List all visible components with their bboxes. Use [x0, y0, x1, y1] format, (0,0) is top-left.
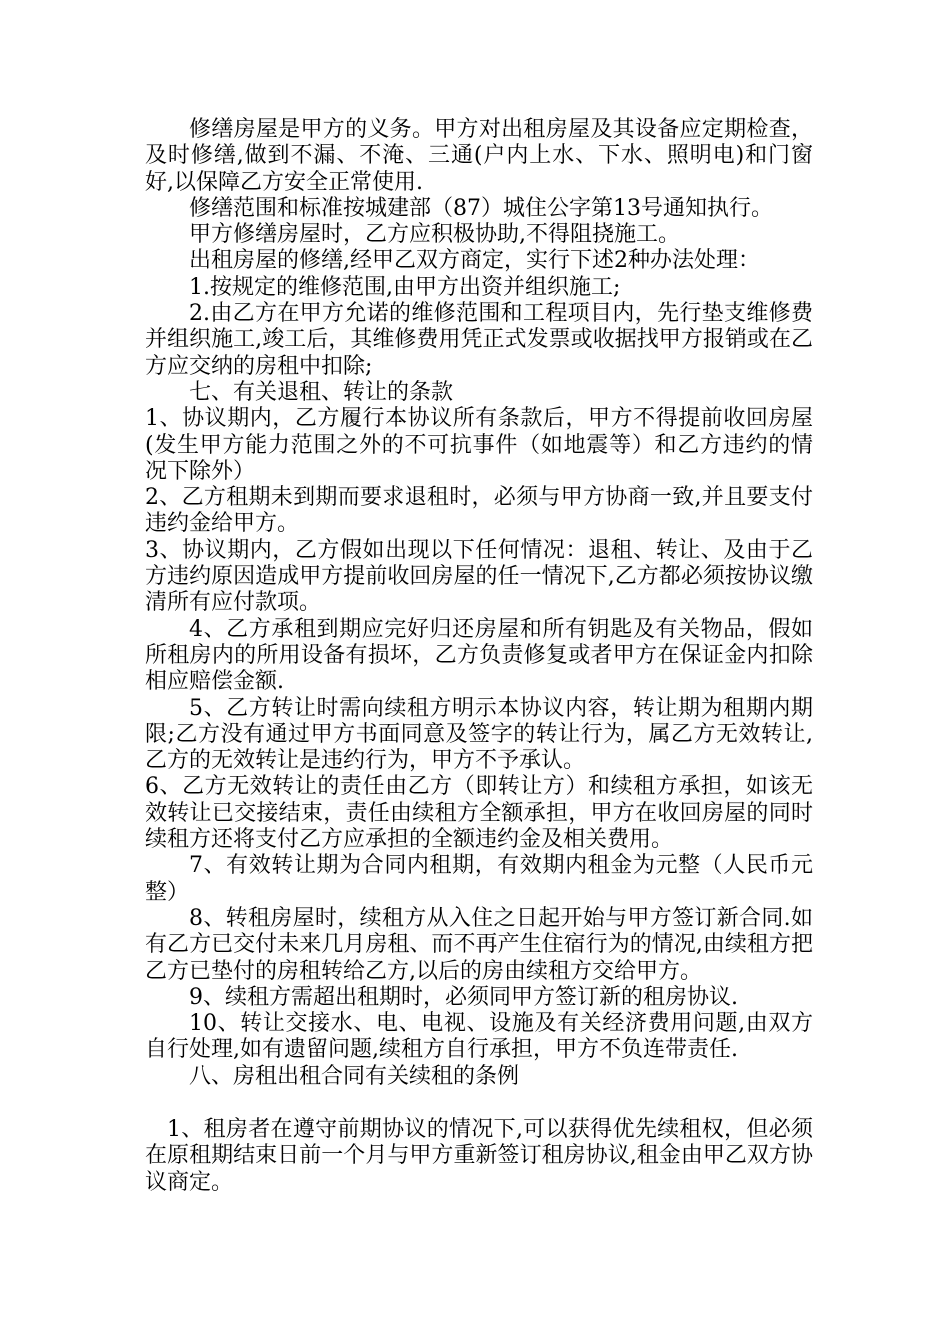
- clause-7-8: 8、转租房屋时，续租方从入住之日起开始与甲方签订新合同.如有乙方已交付未来几月房租、而不再产生住宿行为的情况,由续租方把乙方已垫付的房租转给乙方,以后的房由续租方交给甲方。: [145, 905, 813, 984]
- document-page: [145, 117, 813, 1196]
- paragraph-repair-obligation: 修缮房屋是甲方的义务。甲方对出租房屋及其设备应定期检查，及时修缮,做到不漏、不淹、三通(户内上水、下水、照明电)和门窗好,以保障乙方安全正常使用.: [145, 117, 813, 195]
- clause-7-5: 5、乙方转让时需向续租方明示本协议内容，转让期为租期内期限;乙方没有通过甲方书面同意及签字的转让行为，属乙方无效转让,乙方的无效转让是违约行为，甲方不予承认。: [145, 695, 813, 774]
- clause-8-1: 1、租房者在遵守前期协议的情况下,可以获得优先续租权，但必须在原租期结束日前一个月与甲方重新签订租房协议,租金由甲乙双方协议商定。: [145, 1116, 813, 1195]
- clause-7-9: 9、续租方需超出租期时，必须同甲方签订新的租房协议.: [189, 984, 738, 1010]
- clause-7-1: 1、协议期内，乙方履行本协议所有条款后，甲方不得提前收回房屋(发生甲方能力范围之外的不可抗事件（如地震等）和乙方违约的情况下除外）: [145, 406, 813, 484]
- paragraph-repair-scope: 修缮范围和标准按城建部（87）城住公字第13号通知执行。: [189, 195, 773, 221]
- paragraph-repair-cooperation: 甲方修缮房屋时，乙方应积极协助,不得阻挠施工。: [189, 222, 680, 248]
- clause-7-7: 7、有效转让期为合同内租期，有效期内租金为元整（人民币元整）: [145, 853, 813, 905]
- section-heading-7: 七、有关退租、转让的条款: [189, 379, 454, 405]
- paragraph-repair-method-1: 1.按规定的维修范围,由甲方出资并组织施工;: [189, 274, 621, 300]
- paragraph-repair-methods: 出租房屋的修缮,经甲乙双方商定，实行下述2种办法处理：: [189, 248, 760, 274]
- clause-7-4: 4、乙方承租到期应完好归还房屋和所有钥匙及有关物品，假如所租房内的所用设备有损坏，乙方负责修复或者甲方在保证金内扣除相应赔偿金额.: [145, 616, 813, 695]
- clause-7-2: 2、乙方租期未到期而要求退租时，必须与甲方协商一致,并且要支付违约金给甲方。: [145, 485, 813, 537]
- clause-7-6: 6、乙方无效转让的责任由乙方（即转让方）和续租方承担，如该无效转让已交接结束，责任由续租方全额承担，甲方在收回房屋的同时续租方还将支付乙方应承担的全额违约金及相关费用。: [145, 774, 813, 853]
- clause-7-10: 10、转让交接水、电、电视、设施及有关经济费用问题,由双方自行处理,如有遗留问题,续租方自行承担，甲方不负连带责任.: [145, 1011, 813, 1063]
- clause-7-3: 3、协议期内，乙方假如出现以下任何情况：退租、转让、及由于乙方违约原因造成甲方提前收回房屋的任一情况下,乙方都必须按协议缴清所有应付款项。: [145, 537, 813, 616]
- paragraph-repair-method-2: 2.由乙方在甲方允诺的维修范围和工程项目内，先行垫支维修费并组织施工,竣工后，其维修费用凭正式发票或收据找甲方报销或在乙方应交纳的房租中扣除;: [145, 301, 813, 379]
- section-heading-8: 八、房租出租合同有关续租的条例: [189, 1063, 520, 1089]
